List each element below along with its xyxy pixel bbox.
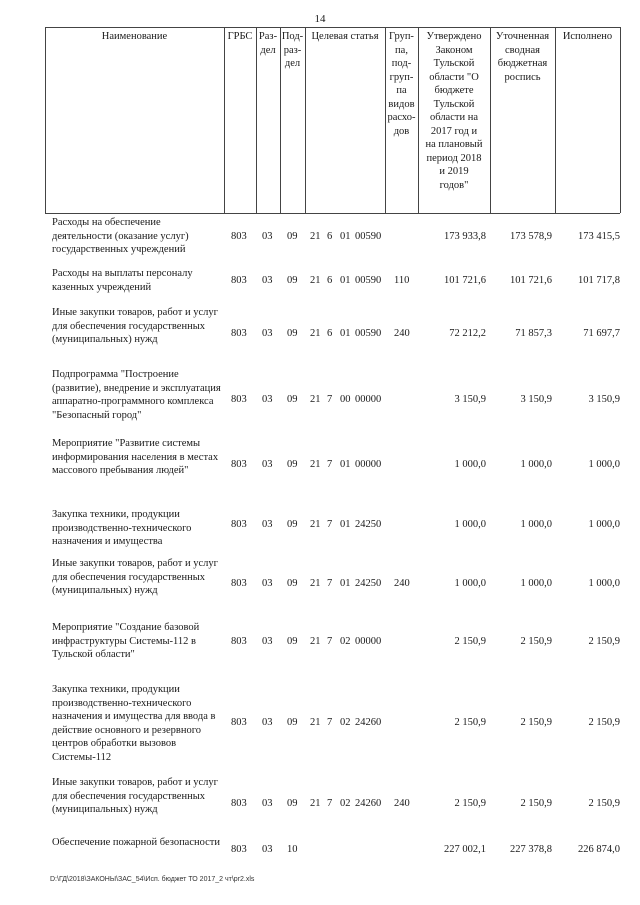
cell-approved: 2 150,9 xyxy=(454,717,486,728)
cell-grbs: 803 xyxy=(231,578,247,589)
cell-expense-group: 110 xyxy=(394,275,410,286)
cell-approved: 227 002,1 xyxy=(444,844,486,855)
cell-grbs: 803 xyxy=(231,519,247,530)
row-name: Мероприятие "Развитие системы информирования населения в местах массового пребывания людей" xyxy=(52,438,219,476)
cell-grbs: 803 xyxy=(231,275,247,286)
row-name: Расходы на выплаты персоналу казенных учреждений xyxy=(52,268,193,293)
cell-refined: 2 150,9 xyxy=(520,636,552,647)
cell-podrazdel: 09 xyxy=(287,717,298,728)
cell-target-3: 01 xyxy=(340,519,351,530)
cell-target-4: 00000 xyxy=(355,636,382,647)
cell-expense-group: 240 xyxy=(394,328,410,339)
cell-grbs: 803 xyxy=(231,636,247,647)
row-name: Иные закупки товаров, работ и услуг для обеспечения государственных (муниципальных) нужд xyxy=(52,777,218,815)
cell-target-3: 02 xyxy=(340,636,351,647)
cell-target-2: 6 xyxy=(327,275,333,286)
cell-podrazdel: 09 xyxy=(287,519,298,530)
cell-target-3: 01 xyxy=(340,328,351,339)
cell-razdel: 03 xyxy=(262,519,273,530)
cell-razdel: 03 xyxy=(262,275,273,286)
cell-executed: 3 150,9 xyxy=(588,394,620,405)
cell-refined: 101 721,6 xyxy=(510,275,552,286)
cell-target-1: 21 xyxy=(310,328,321,339)
cell-razdel: 03 xyxy=(262,394,273,405)
cell-target-2: 6 xyxy=(327,328,333,339)
cell-refined: 2 150,9 xyxy=(520,798,552,809)
header-target-article: Целевая статья xyxy=(311,31,379,42)
row-name: Мероприятие "Создание базовой инфраструктуры Системы-112 в Тульской области" xyxy=(52,622,200,660)
cell-approved: 2 150,9 xyxy=(454,636,486,647)
header-grbs: ГРБС xyxy=(227,31,253,42)
cell-target-2: 7 xyxy=(327,717,333,728)
cell-expense-group: 240 xyxy=(394,798,410,809)
cell-target-2: 7 xyxy=(327,459,333,470)
cell-grbs: 803 xyxy=(231,844,247,855)
cell-expense-group: 240 xyxy=(394,578,410,589)
cell-refined: 3 150,9 xyxy=(520,394,552,405)
cell-target-1: 21 xyxy=(310,275,321,286)
cell-refined: 1 000,0 xyxy=(520,578,552,589)
header-podrazdel: Под- раз- дел xyxy=(281,31,304,69)
page-number: 14 xyxy=(314,13,326,25)
cell-executed: 1 000,0 xyxy=(588,578,620,589)
header-razdel: Раз- дел xyxy=(258,31,278,56)
cell-target-1: 21 xyxy=(310,519,321,530)
cell-grbs: 803 xyxy=(231,459,247,470)
cell-refined: 173 578,9 xyxy=(510,231,552,242)
header-bottom-border xyxy=(45,213,620,214)
cell-target-4: 24250 xyxy=(355,578,382,589)
cell-target-4: 00590 xyxy=(355,231,382,242)
cell-grbs: 803 xyxy=(231,798,247,809)
cell-executed: 173 415,5 xyxy=(578,231,620,242)
cell-target-1: 21 xyxy=(310,394,321,405)
cell-target-4: 00590 xyxy=(355,328,382,339)
cell-target-4: 24250 xyxy=(355,519,382,530)
cell-podrazdel: 09 xyxy=(287,231,298,242)
cell-executed: 2 150,9 xyxy=(588,636,620,647)
cell-target-1: 21 xyxy=(310,636,321,647)
cell-target-2: 7 xyxy=(327,798,333,809)
cell-grbs: 803 xyxy=(231,394,247,405)
cell-target-2: 6 xyxy=(327,231,333,242)
cell-razdel: 03 xyxy=(262,717,273,728)
cell-executed: 71 697,7 xyxy=(583,328,620,339)
cell-podrazdel: 10 xyxy=(287,844,298,855)
cell-target-4: 00000 xyxy=(355,394,382,405)
cell-grbs: 803 xyxy=(231,328,247,339)
cell-podrazdel: 09 xyxy=(287,798,298,809)
cell-target-1: 21 xyxy=(310,578,321,589)
cell-target-4: 24260 xyxy=(355,798,382,809)
cell-target-2: 7 xyxy=(327,519,333,530)
row-name: Иные закупки товаров, работ и услуг для обеспечения государственных (муниципальных) нужд xyxy=(52,558,218,596)
cell-refined: 1 000,0 xyxy=(520,459,552,470)
header-approved: Утверждено Законом Тульской области "О бюджете Тульской области на 2017 год и на плановый период 2018 и 2019 годов" xyxy=(425,31,483,191)
cell-podrazdel: 09 xyxy=(287,636,298,647)
cell-podrazdel: 09 xyxy=(287,275,298,286)
cell-grbs: 803 xyxy=(231,717,247,728)
cell-approved: 72 212,2 xyxy=(449,328,486,339)
cell-target-2: 7 xyxy=(327,394,333,405)
cell-target-3: 01 xyxy=(340,231,351,242)
cell-approved: 3 150,9 xyxy=(454,394,486,405)
cell-target-3: 01 xyxy=(340,459,351,470)
cell-target-1: 21 xyxy=(310,459,321,470)
cell-razdel: 03 xyxy=(262,459,273,470)
cell-target-1: 21 xyxy=(310,717,321,728)
cell-target-1: 21 xyxy=(310,231,321,242)
cell-target-2: 7 xyxy=(327,578,333,589)
cell-podrazdel: 09 xyxy=(287,578,298,589)
cell-refined: 71 857,3 xyxy=(515,328,552,339)
cell-podrazdel: 09 xyxy=(287,459,298,470)
row-name: Обеспечение пожарной безопасности xyxy=(52,837,221,848)
header-refined: Уточненная сводная бюджетная роспись xyxy=(495,31,550,83)
row-name: Закупка техники, продукции производственно-технического назначения и имущества для ввода в действие основного и резервного центров обработки вызовов Системы-112 xyxy=(52,684,216,763)
header-expense-group: Груп- па, под- груп- па видов расхо- дов xyxy=(387,31,416,137)
cell-podrazdel: 09 xyxy=(287,394,298,405)
cell-approved: 1 000,0 xyxy=(454,519,486,530)
cell-refined: 227 378,8 xyxy=(510,844,552,855)
row-name: Расходы на обеспечение деятельности (оказание услуг) государственных учреждений xyxy=(52,217,189,255)
cell-razdel: 03 xyxy=(262,844,273,855)
cell-target-1: 21 xyxy=(310,798,321,809)
cell-executed: 101 717,8 xyxy=(578,275,620,286)
cell-target-4: 00590 xyxy=(355,275,382,286)
row-name: Подпрограмма "Построение (развитие), внедрение и эксплуатация аппаратно-программного комплекса "Безопасный город" xyxy=(52,369,221,421)
cell-refined: 2 150,9 xyxy=(520,717,552,728)
row-name: Иные закупки товаров, работ и услуг для обеспечения государственных (муниципальных) нужд xyxy=(52,307,218,345)
cell-approved: 1 000,0 xyxy=(454,459,486,470)
cell-target-4: 00000 xyxy=(355,459,382,470)
cell-razdel: 03 xyxy=(262,798,273,809)
cell-razdel: 03 xyxy=(262,578,273,589)
cell-target-3: 00 xyxy=(340,394,351,405)
cell-target-3: 02 xyxy=(340,798,351,809)
cell-target-4: 24260 xyxy=(355,717,382,728)
header-name: Наименование xyxy=(101,31,168,42)
cell-executed: 226 874,0 xyxy=(578,844,620,855)
cell-approved: 101 721,6 xyxy=(444,275,486,286)
header-divider xyxy=(620,27,621,213)
cell-target-2: 7 xyxy=(327,636,333,647)
cell-executed: 1 000,0 xyxy=(588,459,620,470)
cell-target-3: 01 xyxy=(340,275,351,286)
cell-razdel: 03 xyxy=(262,636,273,647)
cell-podrazdel: 09 xyxy=(287,328,298,339)
cell-approved: 1 000,0 xyxy=(454,578,486,589)
header-executed: Исполнено xyxy=(562,31,613,42)
cell-target-3: 02 xyxy=(340,717,351,728)
file-path-footer: D:\ГД\2018\ЗАКОНЫ\ЗАС_54\Исп. бюджет ТО 2017_2 чт\pr2.xls xyxy=(50,876,255,883)
cell-executed: 2 150,9 xyxy=(588,798,620,809)
cell-refined: 1 000,0 xyxy=(520,519,552,530)
cell-approved: 173 933,8 xyxy=(444,231,486,242)
cell-executed: 1 000,0 xyxy=(588,519,620,530)
cell-grbs: 803 xyxy=(231,231,247,242)
cell-target-3: 01 xyxy=(340,578,351,589)
row-name: Закупка техники, продукции производственно-технического назначения и имущества xyxy=(52,509,192,547)
cell-razdel: 03 xyxy=(262,231,273,242)
cell-executed: 2 150,9 xyxy=(588,717,620,728)
cell-razdel: 03 xyxy=(262,328,273,339)
cell-approved: 2 150,9 xyxy=(454,798,486,809)
